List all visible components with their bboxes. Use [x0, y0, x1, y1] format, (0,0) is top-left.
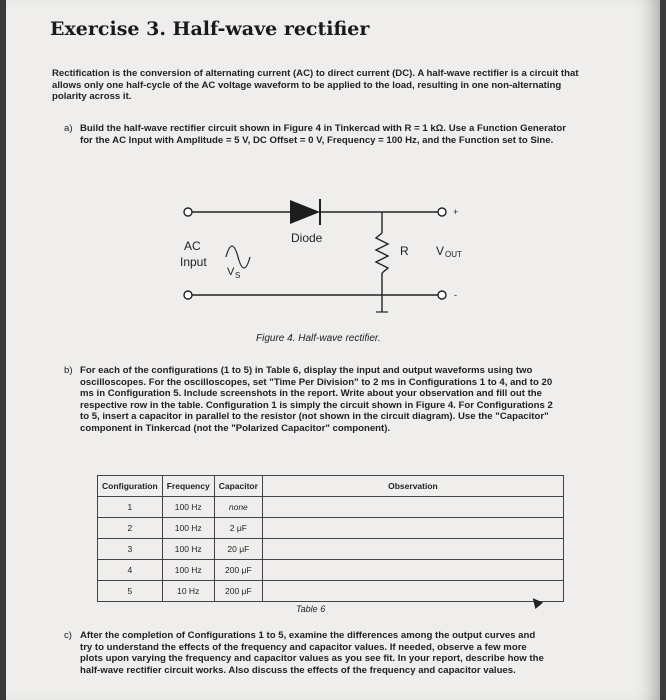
part-a-label: a) [64, 123, 73, 134]
config-cell: 1 [98, 497, 163, 518]
part-a [64, 123, 580, 146]
minus-sign: - [454, 290, 457, 300]
resistor-symbol [376, 233, 388, 273]
part-b [64, 365, 560, 434]
capacitor-cell: 20 μF [214, 539, 262, 560]
intro-paragraph: Rectification is the conversion of alternating current (AC) to direct current (DC). A half-wave rectifier is a circuit that allows only one half-cycle of the AC voltage waveform to be applied to the load, resulting in one non-alternating polarity across it. [52, 68, 579, 102]
table-row [98, 518, 564, 539]
header-configuration: Configuration [98, 476, 163, 497]
vs-label: V [227, 266, 235, 278]
r-label: R [400, 244, 409, 258]
capacitor-cell: 200 μF [214, 560, 262, 581]
config-cell: 3 [98, 539, 163, 560]
vout-label: V [436, 244, 445, 258]
header-frequency: Frequency [162, 476, 214, 497]
table-row [98, 539, 564, 560]
table-row [98, 560, 564, 581]
part-c-label: c) [64, 630, 72, 641]
table-header-row [98, 476, 564, 497]
header-observation: Observation [262, 476, 563, 497]
table-row [98, 581, 564, 602]
capacitor-cell: 2 μF [214, 518, 262, 539]
capacitor-cell: none [214, 497, 262, 518]
observation-cell[interactable] [262, 539, 563, 560]
observation-cell[interactable] [262, 497, 563, 518]
capacitor-cell: 200 μF [214, 581, 262, 602]
ac-label: AC [184, 239, 201, 253]
part-b-label: b) [64, 365, 73, 376]
output-terminal-top [438, 208, 446, 216]
part-c-text: After the completion of Configurations 1 to 5, examine the differences among the output curves and try to understand the effects of the frequency and capacitor values. If needed, observe a few more plots upon varying the frequency and capacitor values as you see fit. In your report, describe how the half-wave rectifier circuit works. Also discuss the effects of the frequency and capacitor values. [80, 630, 544, 676]
observation-cell[interactable] [262, 560, 563, 581]
figure-caption: Figure 4. Half-wave rectifier. [256, 333, 381, 344]
half-wave-rectifier-diagram [170, 185, 480, 330]
part-c [64, 630, 550, 676]
config-cell: 4 [98, 560, 163, 581]
table-row [98, 497, 564, 518]
config-cell: 5 [98, 581, 163, 602]
frequency-cell: 100 Hz [162, 497, 214, 518]
frequency-cell: 100 Hz [162, 560, 214, 581]
vs-subscript: S [235, 271, 241, 280]
output-terminal-bottom [438, 291, 446, 299]
header-capacitor: Capacitor [214, 476, 262, 497]
diode-symbol [290, 200, 320, 224]
ac-source-icon [226, 246, 250, 268]
configuration-table [97, 475, 564, 602]
part-a-text: Build the half-wave rectifier circuit shown in Figure 4 in Tinkercad with R = 1 kΩ. Use a Function Generator for the AC Input with Amplitude = 5 V, DC Offset = 0 V, Frequency = 100 Hz, and the Function set to Sine. [80, 123, 566, 146]
table-caption: Table 6 [296, 604, 326, 614]
vout-subscript: OUT [445, 250, 462, 259]
diode-label: Diode [291, 231, 323, 245]
frequency-cell: 100 Hz [162, 539, 214, 560]
frequency-cell: 10 Hz [162, 581, 214, 602]
observation-cell[interactable] [262, 581, 563, 602]
input-terminal-top [184, 208, 192, 216]
input-terminal-bottom [184, 291, 192, 299]
observation-cell[interactable] [262, 518, 563, 539]
config-cell: 2 [98, 518, 163, 539]
exercise-title: Exercise 3. Half-wave rectifier [50, 18, 370, 40]
frequency-cell: 100 Hz [162, 518, 214, 539]
input-label: Input [180, 255, 207, 269]
part-b-text: For each of the configurations (1 to 5) in Table 6, display the input and output waveforms using two oscilloscopes. For the oscilloscopes, set "Time Per Division" to 2 ms in Configurations 1 to 4, and to 20 ms in Configuration 5. Include screenshots in the report. Write about your observation and fill out the respective row in the table. Configuration 1 is simply the circuit shown in Figure 4. For Configurations 2 to 5, insert a capacitor in parallel to the resistor (not shown in the circuit diagram). Use the "Capacitor" component in Tinkercad (not the "Polarized Capacitor" component). [80, 365, 553, 434]
plus-sign: + [453, 207, 459, 217]
